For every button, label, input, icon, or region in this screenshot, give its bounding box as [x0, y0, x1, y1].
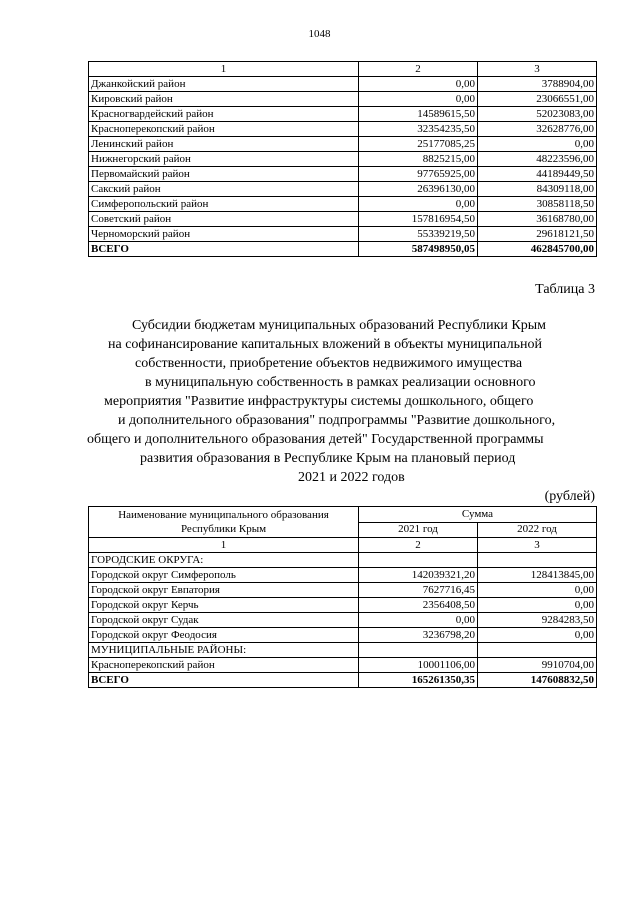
row-value-1: 0,00 [359, 197, 478, 212]
table-row [89, 77, 597, 92]
row-name: Джанкойский район [89, 77, 359, 92]
row-value-1: 10001106,00 [359, 658, 478, 673]
row-name: ВСЕГО [89, 242, 359, 257]
title-line: на софинансирование капитальных вложений в объекты муниципальной [108, 337, 542, 352]
row-value-1: 142039321,20 [359, 568, 478, 583]
table-row [89, 628, 597, 643]
row-name: Городской округ Керчь [89, 598, 359, 613]
row-value-2: 29618121,50 [478, 227, 597, 242]
row-value-2: 9910704,00 [478, 658, 597, 673]
row-value-1: 8825215,00 [359, 152, 478, 167]
header-year-2022: 2022 год [478, 522, 597, 538]
row-name: Красногвардейский район [89, 107, 359, 122]
row-name: Городской округ Евпатория [89, 583, 359, 598]
title-line: собственности, приобретение объектов недвижимого имущества [135, 356, 523, 371]
row-name: Городской округ Феодосия [89, 628, 359, 643]
total-row [89, 242, 597, 257]
title-line: 2021 и 2022 годов [298, 470, 405, 485]
title-line: развития образования в Республике Крым на плановый период [140, 451, 516, 466]
row-name: Симферопольский район [89, 197, 359, 212]
empty-cell [359, 553, 478, 568]
row-name: Городской округ Судак [89, 613, 359, 628]
table-row [89, 152, 597, 167]
table-row [89, 613, 597, 628]
table-header-row [89, 507, 597, 523]
table-row [89, 598, 597, 613]
row-value-2: 9284283,50 [478, 613, 597, 628]
title-line: Субсидии бюджетам муниципальных образований Республики Крым [132, 318, 546, 333]
row-value-1: 14589615,50 [359, 107, 478, 122]
table-row [89, 107, 597, 122]
section-label: ГОРОДСКИЕ ОКРУГА: [89, 553, 359, 568]
row-name: ВСЕГО [89, 673, 359, 688]
row-value-2: 84309118,00 [478, 182, 597, 197]
row-value-2: 462845700,00 [478, 242, 597, 257]
empty-cell [359, 643, 478, 658]
table-row [89, 92, 597, 107]
row-value-1: 3236798,20 [359, 628, 478, 643]
row-value-1: 97765925,00 [359, 167, 478, 182]
table-row [89, 167, 597, 182]
title-line: и дополнительного образования" подпрограммы "Развитие дошкольного, [118, 413, 556, 428]
row-value-2: 0,00 [478, 628, 597, 643]
row-value-2: 30858118,50 [478, 197, 597, 212]
row-value-1: 165261350,35 [359, 673, 478, 688]
header-sum: Сумма [359, 507, 597, 523]
row-value-2: 0,00 [478, 137, 597, 152]
row-value-2: 52023083,00 [478, 107, 597, 122]
row-value-1: 7627716,45 [359, 583, 478, 598]
row-name: Красноперекопский район [89, 658, 359, 673]
row-name: Городской округ Симферополь [89, 568, 359, 583]
table-row [89, 227, 597, 242]
column-numbers-row [89, 538, 597, 553]
page-number: 1048 [308, 28, 331, 40]
table-row [89, 197, 597, 212]
row-name: Нижнегорский район [89, 152, 359, 167]
row-value-2: 44189449,50 [478, 167, 597, 182]
column-number-1: 1 [89, 62, 359, 77]
column-number-1: 1 [89, 538, 359, 553]
table-row [89, 583, 597, 598]
total-row [89, 673, 597, 688]
row-value-1: 0,00 [359, 92, 478, 107]
table-row [89, 212, 597, 227]
row-value-1: 26396130,00 [359, 182, 478, 197]
row-value-2: 23066551,00 [478, 92, 597, 107]
row-value-2: 32628776,00 [478, 122, 597, 137]
row-name: Красноперекопский район [89, 122, 359, 137]
column-number-2: 2 [359, 538, 478, 553]
table-title [80, 316, 600, 487]
row-name: Кировский район [89, 92, 359, 107]
table-row [89, 182, 597, 197]
table-row [89, 568, 597, 583]
row-value-2: 0,00 [478, 583, 597, 598]
row-value-1: 157816954,50 [359, 212, 478, 227]
row-value-1: 55339219,50 [359, 227, 478, 242]
title-line: общего и дополнительного образования детей" Государственной программы [87, 432, 544, 447]
row-name: Советский район [89, 212, 359, 227]
row-value-2: 128413845,00 [478, 568, 597, 583]
table-row [89, 137, 597, 152]
empty-cell [478, 553, 597, 568]
table-header-row [89, 62, 597, 77]
units-label: (рублей) [544, 489, 595, 504]
table-label: Таблица 3 [535, 282, 595, 297]
header-name-column: Наименование муниципального образования Республики Крым [89, 507, 359, 538]
title-line: мероприятия "Развитие инфраструктуры системы дошкольного, общего [104, 394, 534, 409]
title-line: в муниципальную собственность в рамках реализации основного [145, 375, 536, 390]
subsidies-table [88, 506, 597, 688]
table-row [89, 658, 597, 673]
row-name: Сакский район [89, 182, 359, 197]
row-value-1: 32354235,50 [359, 122, 478, 137]
row-value-1: 25177085,25 [359, 137, 478, 152]
header-year-2021: 2021 год [359, 522, 478, 538]
row-value-1: 2356408,50 [359, 598, 478, 613]
row-value-2: 3788904,00 [478, 77, 597, 92]
column-number-2: 2 [359, 62, 478, 77]
section-label: МУНИЦИПАЛЬНЫЕ РАЙОНЫ: [89, 643, 359, 658]
column-number-3: 3 [478, 538, 597, 553]
row-value-2: 36168780,00 [478, 212, 597, 227]
section-row [89, 553, 597, 568]
row-value-2: 48223596,00 [478, 152, 597, 167]
row-value-2: 0,00 [478, 598, 597, 613]
row-value-1: 0,00 [359, 613, 478, 628]
table-row [89, 122, 597, 137]
row-name: Черноморский район [89, 227, 359, 242]
row-value-2: 147608832,50 [478, 673, 597, 688]
row-name: Первомайский район [89, 167, 359, 182]
row-name: Ленинский район [89, 137, 359, 152]
empty-cell [478, 643, 597, 658]
row-value-1: 587498950,05 [359, 242, 478, 257]
row-value-1: 0,00 [359, 77, 478, 92]
column-number-3: 3 [478, 62, 597, 77]
section-row [89, 643, 597, 658]
districts-table [88, 61, 597, 257]
